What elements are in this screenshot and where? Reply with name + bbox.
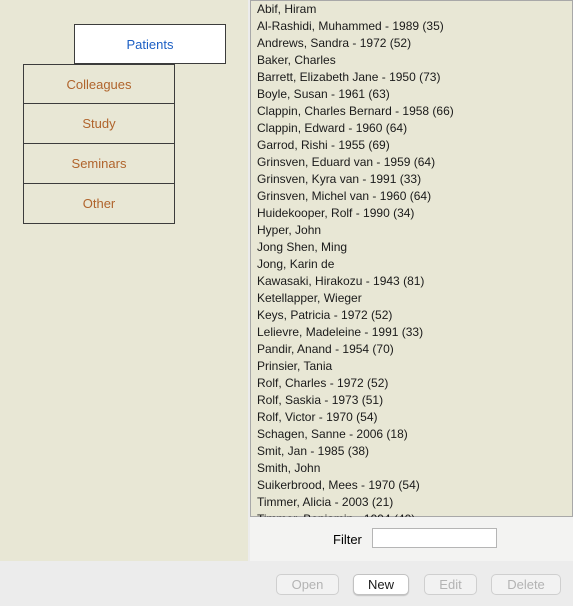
list-item[interactable]: Clappin, Charles Bernard - 1958 (66) (257, 104, 454, 118)
tab-seminars[interactable]: Seminars (23, 144, 175, 184)
list-item[interactable]: Timmer, Alicia - 2003 (21) (257, 495, 394, 509)
open-button[interactable]: Open (276, 574, 339, 595)
patient-list[interactable] (251, 1, 572, 528)
list-item[interactable]: Ketellapper, Wieger (257, 291, 362, 305)
filter-label: Filter (333, 532, 362, 547)
list-item[interactable]: Grinsven, Eduard van - 1959 (64) (257, 155, 436, 169)
list-item[interactable]: Prinsier, Tania (257, 359, 333, 373)
list-item[interactable]: Hyper, John (257, 223, 322, 237)
list-item[interactable]: Al-Rashidi, Muhammed - 1989 (35) (257, 19, 444, 33)
new-button[interactable]: New (353, 574, 409, 595)
list-item[interactable]: Kawasaki, Hirakozu - 1943 (81) (257, 274, 425, 288)
list-item[interactable]: Clappin, Edward - 1960 (64) (257, 121, 408, 135)
tab-other[interactable]: Other (23, 184, 175, 224)
list-item[interactable]: Huidekooper, Rolf - 1990 (34) (257, 206, 415, 220)
patient-list-panel[interactable] (250, 0, 573, 517)
list-item[interactable]: Grinsven, Michel van - 1960 (64) (257, 189, 432, 203)
list-item[interactable]: Baker, Charles (257, 53, 336, 67)
list-item[interactable]: Rolf, Saskia - 1973 (51) (257, 393, 384, 407)
list-item[interactable]: Schagen, Sanne - 2006 (18) (257, 427, 408, 441)
list-item[interactable]: Jong, Karin de (257, 257, 335, 271)
list-item[interactable]: Jong Shen, Ming (257, 240, 348, 254)
list-item[interactable]: Abif, Hiram (257, 2, 317, 16)
list-item[interactable]: Lelievre, Madeleine - 1991 (33) (257, 325, 424, 339)
list-item[interactable]: Rolf, Charles - 1972 (52) (257, 376, 389, 390)
list-item[interactable]: Rolf, Victor - 1970 (54) (257, 410, 378, 424)
tab-study[interactable]: Study (23, 104, 175, 144)
list-item[interactable]: Pandir, Anand - 1954 (70) (257, 342, 394, 356)
delete-button[interactable]: Delete (491, 574, 561, 595)
list-item[interactable]: Boyle, Susan - 1961 (63) (257, 87, 390, 101)
list-item[interactable]: Smith, John (257, 461, 321, 475)
tab-colleagues[interactable]: Colleagues (23, 64, 175, 104)
tab-patients[interactable]: Patients (74, 24, 226, 64)
list-item[interactable]: Barrett, Elizabeth Jane - 1950 (73) (257, 70, 441, 84)
list-item[interactable]: Grinsven, Kyra van - 1991 (33) (257, 172, 422, 186)
filter-bar (250, 517, 573, 561)
edit-button[interactable]: Edit (424, 574, 477, 595)
list-item[interactable]: Smit, Jan - 1985 (38) (257, 444, 370, 458)
category-panel (0, 0, 248, 561)
list-item[interactable]: Suikerbrood, Mees - 1970 (54) (257, 478, 420, 492)
filter-input[interactable] (372, 528, 497, 548)
list-item[interactable]: Andrews, Sandra - 1972 (52) (257, 36, 412, 50)
list-item[interactable]: Garrod, Rishi - 1955 (69) (257, 138, 390, 152)
list-item[interactable]: Keys, Patricia - 1972 (52) (257, 308, 393, 322)
